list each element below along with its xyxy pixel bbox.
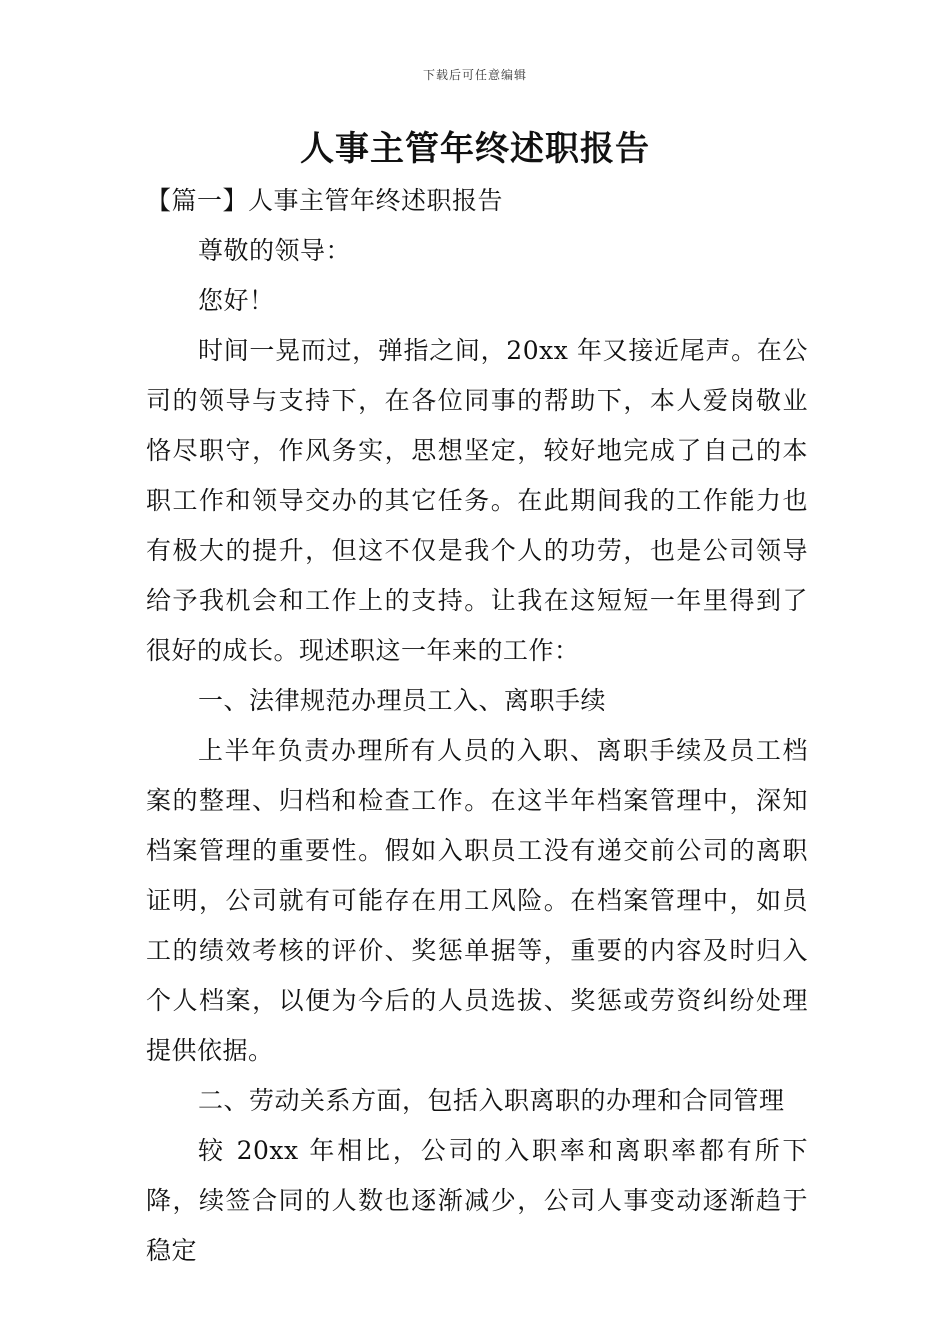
section-heading: 【篇一】人事主管年终述职报告 [146, 186, 504, 215]
subheading: 二、劳动关系方面，包括入职离职的办理和合同管理 [198, 1086, 785, 1115]
greeting: 您好！ [198, 286, 275, 315]
paragraph: 上半年负责办理所有人员的入职、离职手续及员工档案的整理、归档和检查工作。在这半年档案管理中，深知档案管理的重要性。假如入职员工没有递交前公司的离职证明，公司就有可能存在用工风险。在档案管理中，如员工的绩效考核的评价、奖惩单据等，重要的内容及时归入个人档案，以便为今后的人员选拔、奖惩或劳资纠纷处理提供依据。 [146, 736, 808, 1065]
subheading: 一、法律规范办理员工入、离职手续 [198, 686, 607, 715]
header-note: 下载后可任意编辑 [422, 68, 527, 82]
document-title: 人事主管年终述职报告 [300, 129, 650, 169]
document-body [146, 176, 808, 1276]
paragraph: 较 20xx 年相比，公司的入职率和离职率都有所下降，续签合同的人数也逐渐减少，公司人事变动逐渐趋于稳定 [146, 1136, 808, 1265]
paragraph: 时间一晃而过，弹指之间，20xx 年又接近尾声。在公司的领导与支持下，在各位同事的帮助下，本人爱岗敬业恪尽职守，作风务实，思想坚定，较好地完成了自己的本职工作和领导交办的其它任务。在此期间我的工作能力也有极大的提升，但这不仅是我个人的功劳，也是公司领导给予我机会和工作上的支持。让我在这短短一年里得到了很好的成长。现述职这一年来的工作： [146, 336, 808, 665]
salutation: 尊敬的领导： [198, 236, 352, 265]
